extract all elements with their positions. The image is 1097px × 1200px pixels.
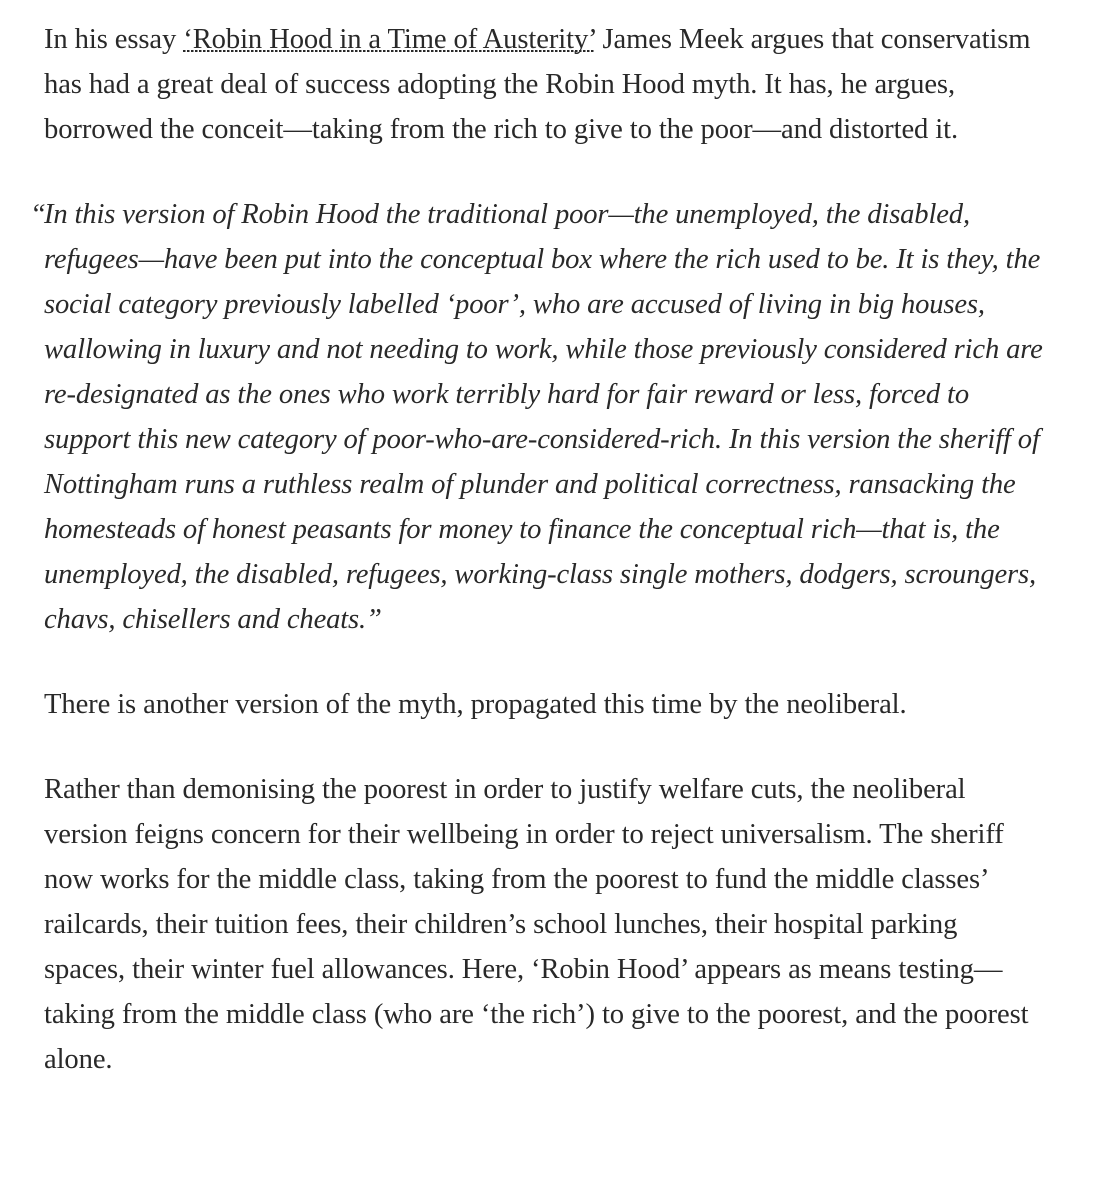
intro-text-before-link: In his essay: [44, 24, 184, 55]
paragraph-means-testing: Rather than demonising the poorest in order to justify welfare cuts, the neoliberal version feigns concern for their wellbeing in order to reject universalism. The sheriff now works for the middle class, taking from the poorest to fund the middle classes’ railcards, their tuition fees, their children’s school lunches, their hospital parking spaces, their winter fuel allowances. Here, ‘Robin Hood’ appears as means testing—taking from the middle class (who are ‘the rich’) to give to the poorest, and the poorest alone.: [44, 774, 1029, 1075]
intro-paragraph: [44, 17, 1044, 152]
open-quote-mark: “: [30, 199, 46, 230]
pull-quote: [30, 192, 1044, 642]
paragraph-neoliberal-version: There is another version of the myth, propagated this time by the neoliberal.: [44, 689, 907, 720]
essay-link[interactable]: ‘Robin Hood in a Time of Austerity’: [183, 24, 596, 55]
pull-quote-text: In this version of Robin Hood the traditional poor—the unemployed, the disabled, refugees—have been put into the conceptual box where the rich used to be. It is they, the social category previously labelled ‘poor’, who are accused of living in big houses, wallowing in luxury and not needing to work, while those previously considered rich are re-designated as the ones who work terribly hard for fair reward or less, forced to support this new category of poor-who-are-considered-rich. In this version the sheriff of Nottingham runs a ruthless realm of plunder and political correctness, ransacking the homesteads of honest peasants for money to finance the conceptual rich—that is, the unemployed, the disabled, refugees, working-class single mothers, dodgers, scroungers, chavs, chisellers and cheats.”: [44, 199, 1043, 635]
intro-text-after-link: James Meek argues that conservatism has had a great deal of success adopting the Robin Hood myth. It has, he argues, borrowed the conceit—taking from the rich to give to the poor—and distorted it.: [44, 24, 1031, 145]
article-body: [30, 17, 1044, 1082]
